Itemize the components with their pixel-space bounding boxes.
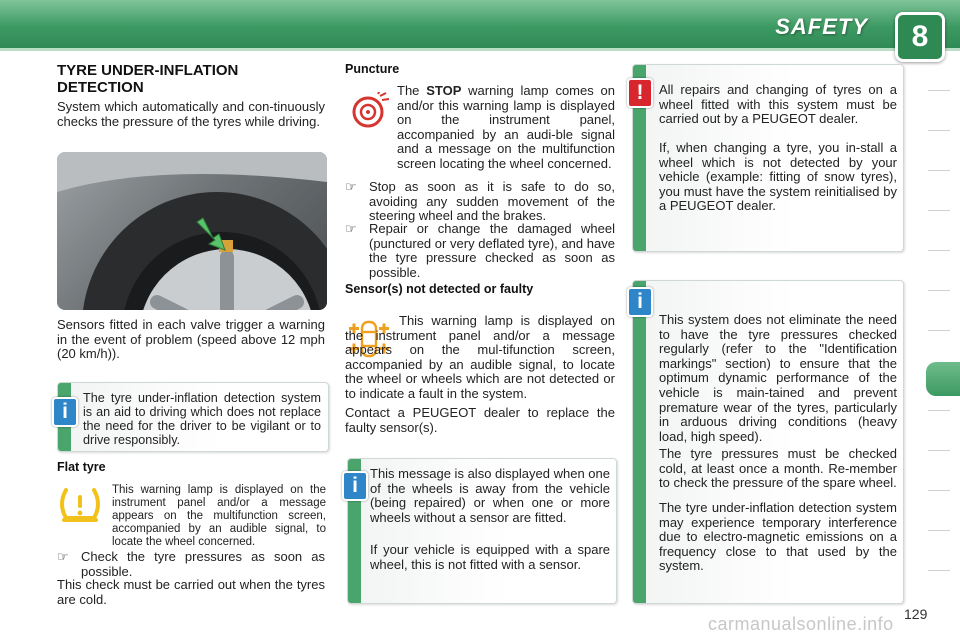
- flat-tyre-lamp-text: This warning lamp is displayed on the instrument panel and/or a message appears on the multifunction screen, accompanied by an audible signal, to locate the wheel concerned.: [112, 484, 326, 548]
- warning-badge-icon: !: [627, 78, 653, 108]
- tyre-pressure-warning-icon: [58, 486, 102, 529]
- intro-text: System which automatically and con-tinuously checks the pressure of the tyres while driving.: [57, 99, 325, 129]
- warning-note-box: [632, 64, 904, 252]
- active-chapter-tab[interactable]: [926, 362, 960, 396]
- puncture-bullet-1-text: Stop as soon as it is safe to do so, avoiding any sudden movement of the steering wheel and the brakes.: [369, 179, 615, 224]
- sensor-info-text-1: This message is also displayed when one of the wheels is away from the vehicle (being repaired) or when one or more wheels without a sensor are fitted.: [370, 466, 610, 525]
- puncture-bullet-2: [345, 222, 615, 280]
- sensor-fault-lamp-text: This warning lamp is displayed on the instrument panel and/or a message appears on the mul-tifunction screen, accompanied by an audible signal, to locate the wheel or wheels which are not detected or to indicate a fault in the system.: [345, 313, 615, 401]
- stop-lamp-text: [397, 84, 615, 172]
- flat-tyre-closing: This check must be carried out when the tyres are cold.: [57, 577, 325, 607]
- header-rule: [0, 48, 960, 51]
- maintenance-info-box: [632, 280, 904, 604]
- sensor-fault-contact: Contact a PEUGEOT dealer to replace the faulty sensor(s).: [345, 405, 615, 435]
- chapter-number-badge: 8: [895, 12, 945, 62]
- sensor-fault-heading: Sensor(s) not detected or faulty: [345, 282, 534, 296]
- maintenance-text-1: This system does not eliminate the need to have the tyre pressures checked regularly (refer to the "Identification markings" section) to ensure that the optimum dynamic performance of the vehicle is main-tained and prevent premature wear of the tyres, particularly in arduous driving conditions (heavy load, high speed).: [659, 312, 897, 444]
- watermark-text: carmanualsonline.info: [708, 614, 894, 634]
- section-title: SAFETY: [775, 14, 868, 39]
- sensor-info-box: [347, 458, 617, 604]
- puncture-bullet-1: [345, 180, 615, 224]
- maintenance-text-2: The tyre pressures must be checked cold, at least once a month. Re-member to check the pressure of the spare wheel.: [659, 446, 897, 491]
- info-badge-icon: i: [627, 287, 653, 317]
- bullet-hand-icon: ☞: [345, 221, 357, 236]
- maintenance-text-3: The tyre under-inflation detection system may experience temporary interference due to electro-magnetic emissions on a frequency close to that used by the system.: [659, 500, 897, 574]
- puncture-heading: Puncture: [345, 62, 400, 76]
- puncture-bullet-2-text: Repair or change the damaged wheel (punctured or very deflated tyre), and have the tyre pressure checked as soon as possible.: [369, 221, 615, 280]
- info-badge-icon: i: [342, 471, 368, 501]
- info-note-box: [57, 382, 329, 452]
- puncture-wheel-icon: [350, 92, 390, 133]
- stop-lamp-prefix: The: [397, 83, 427, 98]
- sensors-text: Sensors fitted in each valve trigger a warning in the event of problem (speed above 12 mph (20 km/h)).: [57, 317, 325, 362]
- flat-tyre-bullet-text: Check the tyre pressures as soon as possible.: [81, 549, 325, 579]
- flat-tyre-heading: Flat tyre: [57, 460, 106, 474]
- bullet-hand-icon: ☞: [345, 179, 357, 194]
- page-number: 129: [904, 606, 928, 622]
- warning-text-2: If, when changing a tyre, you in-stall a wheel which is not detected by your vehicle (example: fitting of snow tyres), you must have the system reinitialised by a PEUGEOT dealer.: [659, 140, 897, 214]
- info-note-text: The tyre under-inflation detection system is an aid to driving which does not replace the need for the driver to be vigilant or to drive responsibly.: [83, 391, 321, 447]
- warning-text-1: All repairs and changing of tyres on a wheel fitted with this system must be carried out by a PEUGEOT dealer.: [659, 82, 897, 127]
- stop-lamp-rest: warning lamp comes on and/or this warning lamp is displayed on the instrument panel, accompanied by an audi-ble signal and a message on the multifunction screen locating the wheel concerned.: [397, 83, 615, 171]
- info-bar: [633, 281, 646, 603]
- flat-tyre-bullet: [57, 550, 325, 579]
- stop-lamp-label: STOP: [426, 83, 462, 98]
- sensor-info-text-2: If your vehicle is equipped with a spare wheel, this is not fitted with a sensor.: [370, 542, 610, 572]
- chapter-tab-strip: [928, 62, 950, 610]
- wheel-photo: [57, 152, 327, 310]
- info-badge-icon: i: [52, 397, 78, 427]
- bullet-hand-icon: ☞: [57, 549, 69, 564]
- page-title: TYRE UNDER-INFLATION DETECTION: [57, 62, 239, 96]
